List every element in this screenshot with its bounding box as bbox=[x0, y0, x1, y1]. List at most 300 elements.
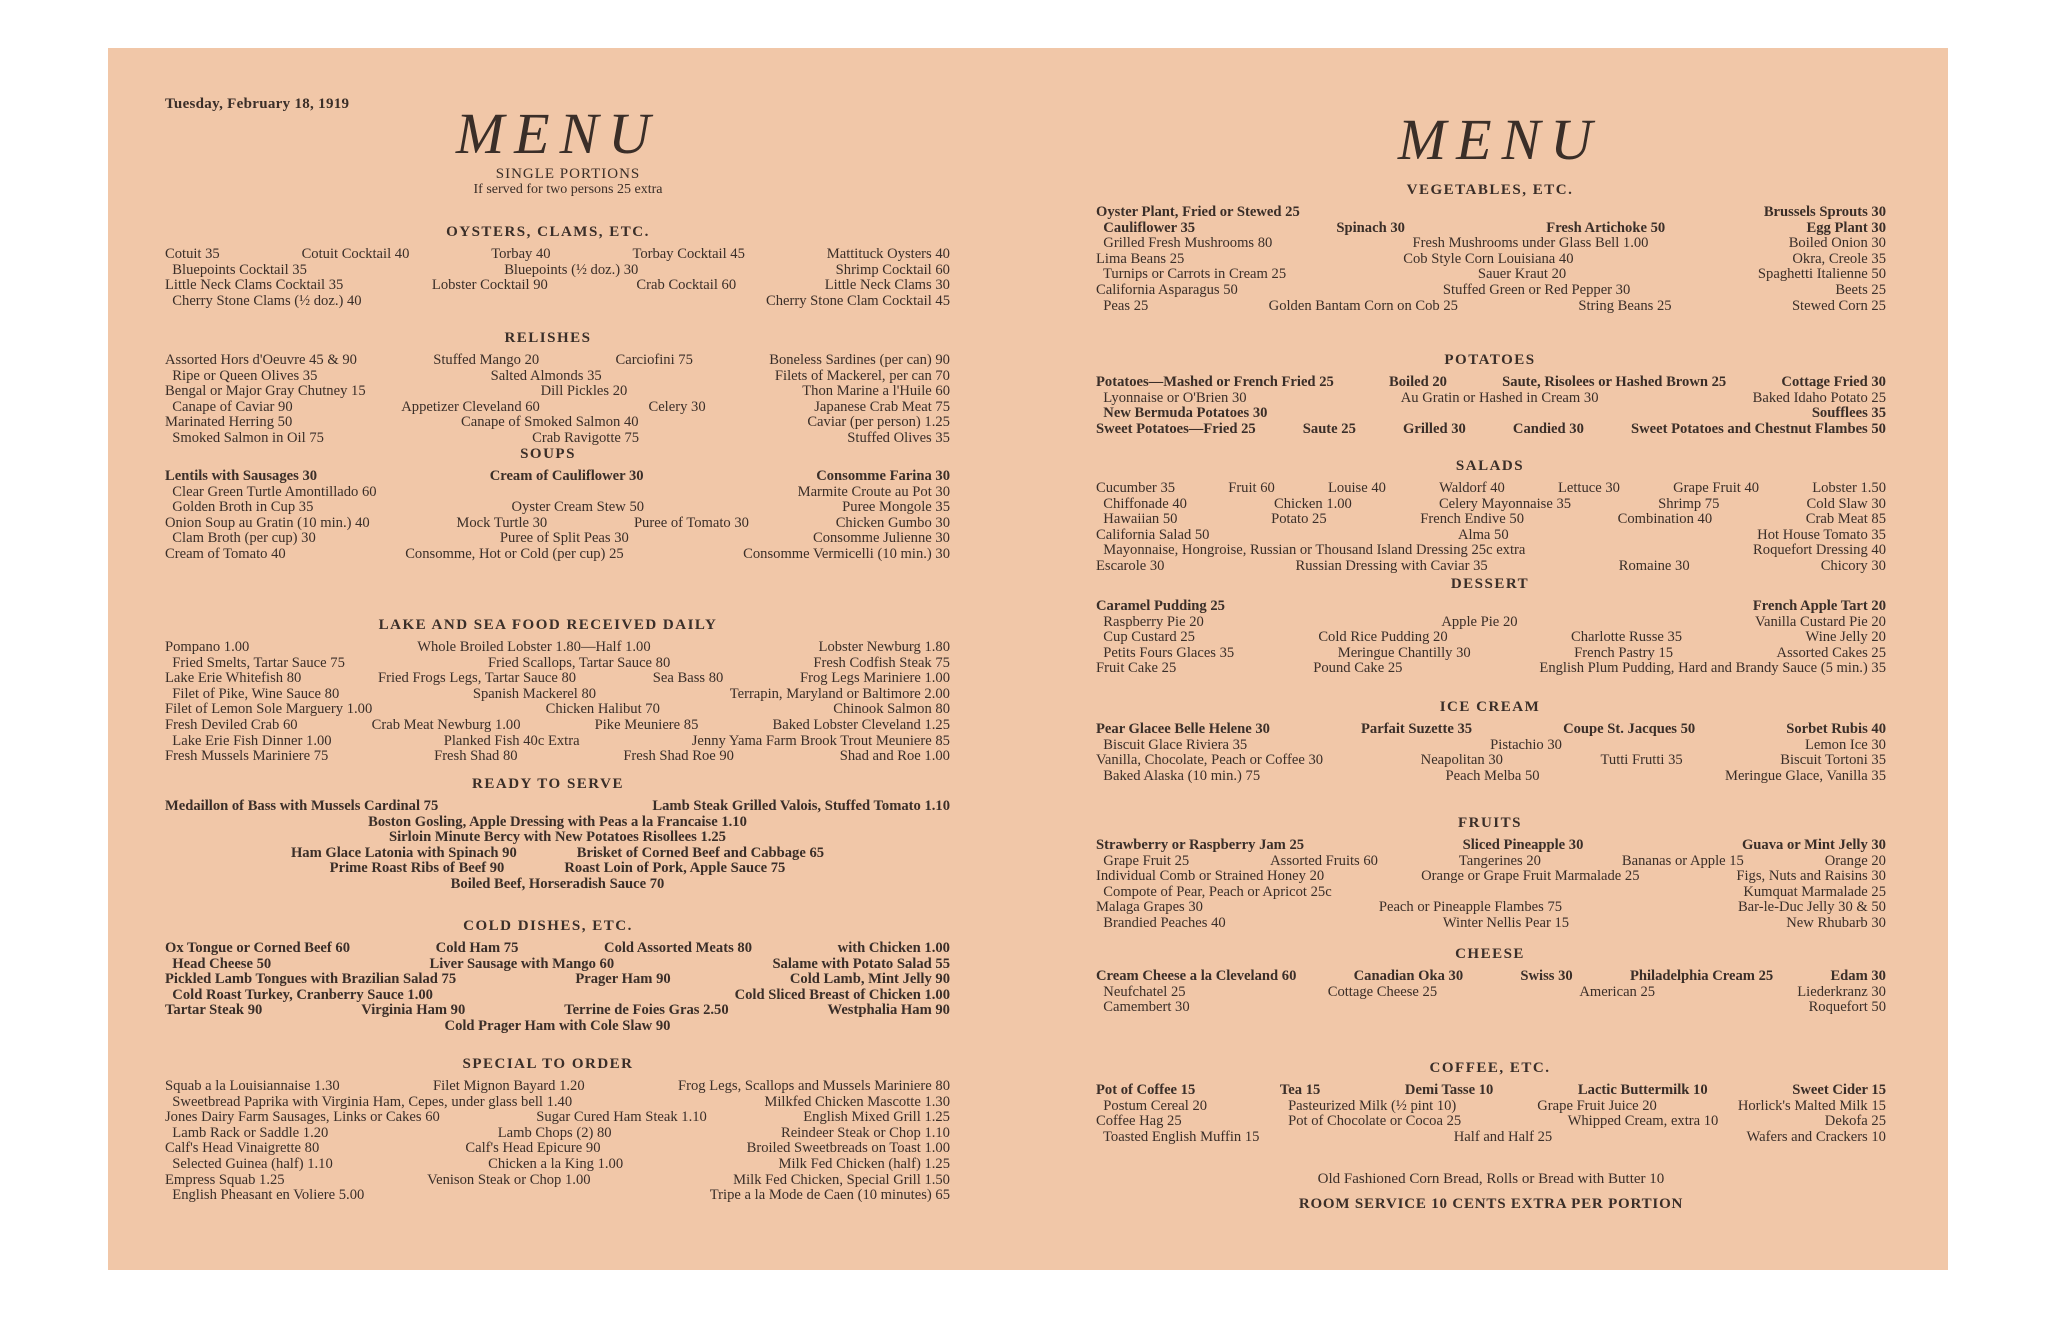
menu-item: Pear Glacee Belle Helene 30 bbox=[1096, 721, 1270, 737]
menu-line bbox=[1096, 1130, 1886, 1146]
menu-item: Cotuit 35 bbox=[165, 246, 220, 262]
menu-item: Stuffed Green or Red Pepper 30 bbox=[1442, 281, 1631, 298]
menu-item: Lemon Ice 30 bbox=[1804, 736, 1886, 753]
menu-line bbox=[1096, 283, 1886, 299]
menu-item: Romaine 30 bbox=[1618, 557, 1690, 574]
menu-item: Brandied Peaches 40 bbox=[1096, 914, 1226, 931]
menu-item: Bluepoints (½ doz.) 30 bbox=[504, 261, 639, 278]
menu-item: Lactic Buttermilk 10 bbox=[1577, 1082, 1708, 1098]
menu-item: String Beans 25 bbox=[1578, 297, 1672, 314]
menu-item: Parfait Suzette 35 bbox=[1361, 721, 1473, 737]
menu-item: American 25 bbox=[1579, 983, 1656, 1000]
menu-item: Filet Mignon Bayard 1.20 bbox=[433, 1078, 585, 1094]
menu-item: Baked Idaho Potato 25 bbox=[1752, 389, 1886, 406]
menu-line bbox=[1096, 221, 1886, 237]
menu-line bbox=[165, 415, 950, 431]
menu-item: Vanilla Custard Pie 20 bbox=[1755, 613, 1886, 630]
menu-item: Clear Green Turtle Amontillado 60 bbox=[165, 483, 377, 500]
menu-line bbox=[165, 799, 950, 815]
menu-item: Coupe St. Jacques 50 bbox=[1563, 721, 1696, 737]
menu-line bbox=[165, 687, 950, 703]
menu-item: Lobster Cocktail 90 bbox=[431, 277, 548, 294]
menu-item: Hot House Tomato 35 bbox=[1757, 526, 1886, 543]
menu-item: Demi Tasse 10 bbox=[1404, 1082, 1494, 1098]
menu-line bbox=[1096, 1114, 1886, 1130]
menu-item: New Bermuda Potatoes 30 bbox=[1096, 405, 1268, 422]
menu-item: Sorbet Rubis 40 bbox=[1786, 721, 1886, 737]
menu-item: Caramel Pudding 25 bbox=[1096, 598, 1225, 614]
menu-item: Alma 50 bbox=[1457, 526, 1509, 543]
section-items bbox=[1096, 205, 1886, 314]
menu-item: Grilled Fresh Mushrooms 80 bbox=[1096, 235, 1273, 252]
menu-line bbox=[1096, 1000, 1886, 1016]
menu-item: Oyster Plant, Fried or Stewed 25 bbox=[1096, 204, 1300, 220]
menu-item: Empress Squab 1.25 bbox=[165, 1171, 285, 1188]
menu-item: Consomme Julienne 30 bbox=[812, 530, 950, 547]
menu-item: Roast Loin of Pork, Apple Sauce 75 bbox=[564, 860, 786, 877]
menu-item: Escarole 30 bbox=[1096, 557, 1165, 574]
menu-item: Cucumber 35 bbox=[1096, 480, 1176, 496]
menu-line bbox=[165, 485, 950, 501]
section-items bbox=[165, 247, 950, 309]
menu-item: Peach or Pineapple Flambes 75 bbox=[1378, 899, 1563, 916]
menu-line bbox=[165, 1095, 950, 1111]
menu-item: Spinach 30 bbox=[1336, 219, 1405, 236]
menu-date: Tuesday, February 18, 1919 bbox=[165, 96, 350, 112]
menu-item: Swiss 30 bbox=[1520, 968, 1573, 984]
menu-item: with Chicken 1.00 bbox=[837, 940, 950, 956]
menu-item: Crab Meat Newburg 1.00 bbox=[371, 716, 521, 733]
menu-item: Boiled Beef, Horseradish Sauce 70 bbox=[450, 875, 665, 892]
menu-item: Egg Plant 30 bbox=[1806, 219, 1886, 236]
menu-line bbox=[165, 1079, 950, 1095]
menu-item: Planked Fish 40c Extra bbox=[443, 732, 580, 749]
menu-item: Cream of Cauliflower 30 bbox=[489, 468, 644, 484]
menu-line bbox=[165, 1188, 950, 1204]
menu-item: Salame with Potato Salad 55 bbox=[772, 955, 950, 972]
menu-line bbox=[1096, 769, 1886, 785]
menu-item: Russian Dressing with Caviar 35 bbox=[1295, 557, 1488, 574]
menu-item: Boston Gosling, Apple Dressing with Peas a la Francaise 1.10 bbox=[368, 813, 747, 830]
menu-line bbox=[165, 656, 950, 672]
menu-item: Combination 40 bbox=[1617, 511, 1713, 528]
menu-item: Lamb Rack or Saddle 1.20 bbox=[165, 1124, 329, 1141]
menu-item: Grape Fruit 40 bbox=[1673, 480, 1760, 496]
menu-item: Prime Roast Ribs of Beef 90 bbox=[329, 860, 505, 877]
menu-item: Assorted Hors d'Oeuvre 45 & 90 bbox=[165, 352, 357, 368]
menu-item: Sugar Cured Ham Steak 1.10 bbox=[536, 1109, 707, 1126]
menu-item: Orange 20 bbox=[1824, 852, 1886, 869]
section-heading: VEGETABLES, ETC. bbox=[1406, 182, 1574, 198]
menu-item: Boneless Sardines (per can) 90 bbox=[769, 352, 950, 368]
menu-item: Spaghetti Italienne 50 bbox=[1757, 266, 1886, 283]
menu-item: Venison Steak or Chop 1.00 bbox=[427, 1171, 591, 1188]
menu-item: Pompano 1.00 bbox=[165, 639, 250, 655]
menu-item: Brisket of Corned Beef and Cabbage 65 bbox=[576, 844, 825, 861]
menu-item: Medaillon of Bass with Mussels Cardinal 75 bbox=[165, 798, 439, 814]
menu-item: Chicory 30 bbox=[1820, 557, 1886, 574]
menu-item: Waldorf 40 bbox=[1439, 480, 1505, 496]
menu-item: Torbay 40 bbox=[491, 246, 551, 262]
menu-item: Chiffonade 40 bbox=[1096, 495, 1187, 512]
menu-item: Tea 15 bbox=[1279, 1082, 1321, 1098]
menu-line bbox=[165, 1019, 950, 1035]
menu-item: Reindeer Steak or Chop 1.10 bbox=[780, 1124, 950, 1141]
menu-line bbox=[165, 830, 950, 846]
menu-item: Canadian Oka 30 bbox=[1353, 968, 1464, 984]
menu-item: Postum Cereal 20 bbox=[1096, 1097, 1208, 1114]
room-service-note: ROOM SERVICE 10 CENTS EXTRA PER PORTION bbox=[1298, 1196, 1684, 1212]
menu-line bbox=[1096, 630, 1886, 646]
menu-item: Au Gratin or Hashed in Cream 30 bbox=[1400, 389, 1599, 406]
menu-line bbox=[165, 941, 950, 957]
menu-item: Petits Fours Glaces 35 bbox=[1096, 644, 1235, 661]
menu-item: Consomme Farina 30 bbox=[816, 468, 950, 484]
menu-item: Sweet Potatoes and Chestnut Flambes 50 bbox=[1630, 420, 1886, 437]
section-heading: COFFEE, ETC. bbox=[1429, 1060, 1551, 1076]
section-items bbox=[1096, 838, 1886, 932]
menu-item: Half and Half 25 bbox=[1453, 1128, 1553, 1145]
menu-item: Grape Fruit 25 bbox=[1096, 852, 1190, 869]
portion-note bbox=[108, 166, 1028, 198]
menu-item: Pound Cake 25 bbox=[1313, 660, 1403, 677]
menu-item: Onion Soup au Gratin (10 min.) 40 bbox=[165, 514, 370, 531]
menu-item: Prager Ham 90 bbox=[575, 971, 671, 988]
menu-item: Cup Custard 25 bbox=[1096, 629, 1195, 646]
menu-line bbox=[165, 671, 950, 687]
menu-item: California Asparagus 50 bbox=[1096, 281, 1238, 298]
menu-line bbox=[1096, 646, 1886, 662]
menu-line bbox=[1096, 422, 1886, 438]
menu-item: Edam 30 bbox=[1830, 968, 1886, 984]
menu-item: Shrimp Cocktail 60 bbox=[835, 261, 950, 278]
menu-item: Sweet Potatoes—Fried 25 bbox=[1096, 420, 1256, 437]
section-heading: SALADS bbox=[1455, 458, 1525, 474]
section-heading: LAKE AND SEA FOOD RECEIVED DAILY bbox=[378, 617, 718, 633]
menu-item: Peach Melba 50 bbox=[1445, 767, 1540, 784]
menu-line bbox=[1096, 481, 1886, 497]
menu-item: English Plum Pudding, Hard and Brandy Sauce (5 min.) 35 bbox=[1539, 660, 1886, 677]
menu-item: Terrapin, Maryland or Baltimore 2.00 bbox=[729, 685, 950, 702]
section-items bbox=[1096, 969, 1886, 1016]
menu-item: Salted Almonds 35 bbox=[490, 367, 602, 384]
menu-line bbox=[1096, 738, 1886, 754]
menu-item: Marmite Croute au Pot 30 bbox=[797, 483, 950, 500]
menu-item: Lobster Newburg 1.80 bbox=[818, 639, 950, 655]
menu-item: Sliced Pineapple 30 bbox=[1462, 837, 1584, 853]
menu-item: Spanish Mackerel 80 bbox=[472, 685, 597, 702]
menu-line bbox=[1096, 599, 1886, 615]
menu-item: Guava or Mint Jelly 30 bbox=[1741, 837, 1886, 853]
menu-line bbox=[1096, 854, 1886, 870]
section-items bbox=[1096, 599, 1886, 677]
menu-line bbox=[165, 431, 950, 447]
menu-item: Canape of Caviar 90 bbox=[165, 398, 293, 415]
menu-item: Toasted English Muffin 15 bbox=[1096, 1128, 1260, 1145]
menu-item: Caviar (per person) 1.25 bbox=[807, 414, 950, 431]
menu-item: Liver Sausage with Mango 60 bbox=[429, 955, 615, 972]
menu-item: Oyster Cream Stew 50 bbox=[511, 499, 645, 516]
menu-item: Whole Broiled Lobster 1.80—Half 1.00 bbox=[417, 639, 651, 655]
menu-item: Sirloin Minute Bercy with New Potatoes Risollees 1.25 bbox=[389, 829, 726, 846]
menu-item: Clam Broth (per cup) 30 bbox=[165, 530, 316, 547]
corn-bread-note: Old Fashioned Corn Bread, Rolls or Bread with Butter 10 bbox=[1317, 1171, 1665, 1187]
menu-item: Fried Scallops, Tartar Sauce 80 bbox=[487, 654, 671, 671]
menu-item: Milk Fed Chicken, Special Grill 1.50 bbox=[733, 1171, 950, 1188]
two-persons-note: If served for two persons 25 extra bbox=[473, 182, 663, 197]
menu-line bbox=[165, 369, 950, 385]
menu-line bbox=[1096, 299, 1886, 315]
menu-item: Shad and Roe 1.00 bbox=[839, 748, 950, 765]
section-heading: DESSERT bbox=[1450, 576, 1530, 592]
menu-item: Filet of Lemon Sole Marguery 1.00 bbox=[165, 701, 373, 718]
menu-item: Figs, Nuts and Raisins 30 bbox=[1736, 868, 1886, 885]
menu-line bbox=[1096, 969, 1886, 985]
menu-item: Calf's Head Epicure 90 bbox=[465, 1140, 601, 1157]
menu-item: Fresh Mussels Mariniere 75 bbox=[165, 748, 329, 765]
menu-item: Roquefort Dressing 40 bbox=[1753, 542, 1886, 559]
menu-item: Whipped Cream, extra 10 bbox=[1567, 1113, 1719, 1130]
section-items bbox=[165, 469, 950, 563]
menu-item: Candied 30 bbox=[1512, 420, 1584, 437]
menu-item: Puree Mongole 35 bbox=[842, 499, 950, 516]
menu-item: Cold Prager Ham with Cole Slaw 90 bbox=[444, 1017, 671, 1034]
menu-line bbox=[165, 500, 950, 516]
menu-item: Chinook Salmon 80 bbox=[833, 701, 950, 718]
section-items bbox=[165, 1079, 950, 1204]
menu-line bbox=[165, 547, 950, 563]
menu-line bbox=[165, 877, 950, 893]
menu-line bbox=[1096, 838, 1886, 854]
menu-line bbox=[165, 278, 950, 294]
menu-line bbox=[1096, 661, 1886, 677]
menu-item: Westphalia Ham 90 bbox=[827, 1002, 950, 1019]
menu-item: Dill Pickles 20 bbox=[540, 383, 628, 400]
menu-item: Golden Bantam Corn on Cob 25 bbox=[1268, 297, 1458, 314]
menu-item: Charlotte Russe 35 bbox=[1571, 629, 1683, 646]
menu-item: Lake Erie Whitefish 80 bbox=[165, 670, 302, 687]
menu-item: Baked Lobster Cleveland 1.25 bbox=[772, 716, 950, 733]
menu-item: Brussels Sprouts 30 bbox=[1763, 204, 1886, 220]
menu-item: Roquefort 50 bbox=[1808, 999, 1886, 1016]
menu-item: Biscuit Glace Riviera 35 bbox=[1096, 736, 1248, 753]
menu-line bbox=[165, 988, 950, 1004]
menu-item: Selected Guinea (half) 1.10 bbox=[165, 1155, 333, 1172]
menu-item: Fresh Deviled Crab 60 bbox=[165, 716, 298, 733]
menu-line bbox=[165, 718, 950, 734]
menu-line bbox=[1096, 900, 1886, 916]
menu-item: Chicken Halibut 70 bbox=[545, 701, 660, 718]
menu-item: Grilled 30 bbox=[1402, 420, 1466, 437]
menu-item: Potato 25 bbox=[1271, 511, 1327, 528]
menu-line bbox=[165, 384, 950, 400]
section-items bbox=[165, 640, 950, 765]
menu-item: Little Neck Clams 30 bbox=[824, 277, 950, 294]
section-heading: READY TO SERVE bbox=[472, 776, 624, 792]
menu-item: Raspberry Pie 20 bbox=[1096, 613, 1204, 630]
menu-item: Baked Alaska (10 min.) 75 bbox=[1096, 767, 1261, 784]
section-heading: FRUITS bbox=[1457, 815, 1522, 831]
menu-item: French Apple Tart 20 bbox=[1752, 598, 1886, 614]
menu-line bbox=[1096, 512, 1886, 528]
menu-item: Fresh Codfish Steak 75 bbox=[813, 654, 950, 671]
menu-title-left: MENU bbox=[455, 101, 661, 166]
menu-item: Smoked Salmon in Oil 75 bbox=[165, 429, 324, 446]
menu-line bbox=[165, 353, 950, 369]
menu-item: Mayonnaise, Hongroise, Russian or Thousand Island Dressing 25c extra bbox=[1096, 542, 1526, 559]
menu-item: Tangerines 20 bbox=[1458, 852, 1541, 869]
menu-item: Cherry Stone Clams (½ doz.) 40 bbox=[165, 292, 362, 309]
menu-item: Golden Broth in Cup 35 bbox=[165, 499, 314, 516]
section-items bbox=[165, 353, 950, 447]
menu-line bbox=[165, 1157, 950, 1173]
menu-line bbox=[1096, 205, 1886, 221]
menu-line bbox=[165, 400, 950, 416]
menu-line bbox=[1096, 615, 1886, 631]
menu-item: Saute 25 bbox=[1302, 420, 1356, 437]
menu-item: Lima Beans 25 bbox=[1096, 250, 1185, 267]
menu-item: Jones Dairy Farm Sausages, Links or Cakes 60 bbox=[165, 1109, 440, 1126]
menu-item: Bananas or Apple 15 bbox=[1621, 852, 1744, 869]
menu-line bbox=[165, 734, 950, 750]
menu-item: Torbay Cocktail 45 bbox=[632, 246, 745, 262]
menu-item: Cream of Tomato 40 bbox=[165, 545, 286, 562]
menu-item: Ripe or Queen Olives 35 bbox=[165, 367, 318, 384]
menu-item: Saute, Risolees or Hashed Brown 25 bbox=[1502, 374, 1727, 390]
menu-item: Liederkranz 30 bbox=[1797, 983, 1886, 1000]
menu-item: Consomme Vermicelli (10 min.) 30 bbox=[743, 545, 950, 562]
menu-item: Virginia Ham 90 bbox=[361, 1002, 466, 1019]
menu-title-right: MENU bbox=[1397, 107, 1603, 172]
menu-item: Head Cheese 50 bbox=[165, 955, 272, 972]
menu-item: Cold Lamb, Mint Jelly 90 bbox=[789, 971, 950, 988]
menu-item: Celery 30 bbox=[648, 398, 706, 415]
menu-item: Winter Nellis Pear 15 bbox=[1442, 914, 1570, 931]
menu-item: Wine Jelly 20 bbox=[1805, 629, 1886, 646]
menu-item: Lentils with Sausages 30 bbox=[165, 468, 318, 484]
menu-line bbox=[1096, 869, 1886, 885]
menu-item: Lamb Steak Grilled Valois, Stuffed Tomato 1.10 bbox=[652, 798, 950, 814]
menu-item: Sweet Cider 15 bbox=[1792, 1082, 1886, 1098]
menu-line bbox=[1096, 1083, 1886, 1099]
menu-item: Filet of Pike, Wine Sauce 80 bbox=[165, 685, 340, 702]
menu-item: Individual Comb or Strained Honey 20 bbox=[1096, 868, 1325, 885]
menu-line bbox=[165, 263, 950, 279]
menu-item: Squab a la Louisiannaise 1.30 bbox=[165, 1078, 340, 1094]
single-portions-label: SINGLE PORTIONS bbox=[495, 166, 641, 182]
menu-item: Pasteurized Milk (½ pint 10) bbox=[1288, 1097, 1457, 1114]
menu-line bbox=[165, 861, 950, 877]
section-heading: COLD DISHES, ETC. bbox=[463, 918, 633, 934]
menu-item: Mock Turtle 30 bbox=[456, 514, 548, 531]
menu-item: Crab Cocktail 60 bbox=[636, 277, 737, 294]
menu-item: Cotuit Cocktail 40 bbox=[301, 246, 410, 262]
menu-item: English Pheasant en Voliere 5.00 bbox=[165, 1187, 365, 1204]
menu-item: New Rhubarb 30 bbox=[1786, 914, 1886, 931]
menu-item: Cottage Fried 30 bbox=[1781, 374, 1886, 390]
menu-item: Crab Meat 85 bbox=[1805, 511, 1886, 528]
menu-item: Cold Ham 75 bbox=[435, 940, 519, 956]
section-heading: SPECIAL TO ORDER bbox=[462, 1056, 634, 1072]
menu-item: Calf's Head Vinaigrette 80 bbox=[165, 1140, 320, 1157]
menu-item: Turnips or Carrots in Cream 25 bbox=[1096, 266, 1287, 283]
menu-line bbox=[1096, 267, 1886, 283]
menu-item: Cauliflower 35 bbox=[1096, 219, 1196, 236]
menu-item: Sweetbread Paprika with Virginia Ham, Cepes, under glass bell 1.40 bbox=[165, 1093, 573, 1110]
menu-line bbox=[1096, 236, 1886, 252]
menu-item: Stewed Corn 25 bbox=[1791, 297, 1886, 314]
menu-item: Chicken a la King 1.00 bbox=[488, 1155, 624, 1172]
menu-item: Apple Pie 20 bbox=[1441, 613, 1518, 630]
menu-item: Sauer Kraut 20 bbox=[1477, 266, 1567, 283]
menu-item: Beets 25 bbox=[1835, 281, 1886, 298]
menu-item: Little Neck Clams Cocktail 35 bbox=[165, 277, 344, 294]
menu-item: Lake Erie Fish Dinner 1.00 bbox=[165, 732, 332, 749]
section-heading: ICE CREAM bbox=[1439, 699, 1541, 715]
menu-item: Assorted Cakes 25 bbox=[1776, 644, 1886, 661]
menu-item: Biscuit Tortoni 35 bbox=[1780, 752, 1886, 769]
menu-item: Soufflees 35 bbox=[1811, 405, 1886, 422]
menu-item: Philadelphia Cream 25 bbox=[1629, 968, 1774, 984]
menu-line bbox=[1096, 1099, 1886, 1115]
section-items bbox=[165, 941, 950, 1035]
menu-item: Cob Style Corn Louisiana 40 bbox=[1403, 250, 1574, 267]
menu-item: Bluepoints Cocktail 35 bbox=[165, 261, 307, 278]
menu-sheet bbox=[108, 48, 1948, 1270]
menu-item: Mattituck Oysters 40 bbox=[826, 246, 950, 262]
menu-item: Milkfed Chicken Mascotte 1.30 bbox=[764, 1093, 950, 1110]
menu-item: Bar-le-Duc Jelly 30 & 50 bbox=[1737, 899, 1886, 916]
menu-line bbox=[165, 815, 950, 831]
menu-item: French Pastry 15 bbox=[1574, 644, 1674, 661]
menu-item: Chicken Gumbo 30 bbox=[835, 514, 950, 531]
menu-item: Cold Sliced Breast of Chicken 1.00 bbox=[734, 986, 950, 1003]
menu-line bbox=[165, 247, 950, 263]
menu-item: Pickled Lamb Tongues with Brazilian Salad 75 bbox=[165, 971, 457, 988]
menu-line bbox=[1096, 559, 1886, 575]
menu-line bbox=[165, 294, 950, 310]
menu-line bbox=[165, 846, 950, 862]
section-items bbox=[1096, 1083, 1886, 1145]
menu-line bbox=[1096, 722, 1886, 738]
menu-item: Frog Legs, Scallops and Mussels Mariniere 80 bbox=[678, 1078, 950, 1094]
menu-item: Meringue Chantilly 30 bbox=[1337, 644, 1471, 661]
menu-item: Cold Roast Turkey, Cranberry Sauce 1.00 bbox=[165, 986, 433, 1003]
menu-item: Terrine de Foies Gras 2.50 bbox=[564, 1002, 729, 1019]
menu-item: Assorted Fruits 60 bbox=[1270, 852, 1378, 869]
menu-item: Milk Fed Chicken (half) 1.25 bbox=[778, 1155, 950, 1172]
menu-item: Kumquat Marmalade 25 bbox=[1743, 883, 1886, 900]
menu-line bbox=[1096, 885, 1886, 901]
menu-item: Strawberry or Raspberry Jam 25 bbox=[1096, 837, 1305, 853]
menu-item: Ox Tongue or Corned Beef 60 bbox=[165, 940, 351, 956]
menu-item: Meringue Glace, Vanilla 35 bbox=[1724, 767, 1886, 784]
menu-item: Dekofa 25 bbox=[1824, 1113, 1886, 1130]
menu-item: Cherry Stone Clam Cocktail 45 bbox=[765, 292, 950, 309]
menu-item: Louise 40 bbox=[1327, 480, 1386, 496]
menu-item: Carciofini 75 bbox=[615, 352, 693, 368]
section-items bbox=[165, 799, 950, 893]
menu-item: Fresh Mushrooms under Glass Bell 1.00 bbox=[1412, 235, 1649, 252]
menu-item: Pot of Chocolate or Cocoa 25 bbox=[1288, 1113, 1462, 1130]
menu-item: Orange or Grape Fruit Marmalade 25 bbox=[1421, 868, 1640, 885]
menu-line bbox=[1096, 406, 1886, 422]
menu-item: Boiled Onion 30 bbox=[1788, 235, 1886, 252]
menu-line bbox=[1096, 916, 1886, 932]
menu-item: Bengal or Major Gray Chutney 15 bbox=[165, 383, 366, 400]
menu-item: Neapolitan 30 bbox=[1420, 752, 1503, 769]
menu-item: Horlick's Malted Milk 15 bbox=[1737, 1097, 1886, 1114]
